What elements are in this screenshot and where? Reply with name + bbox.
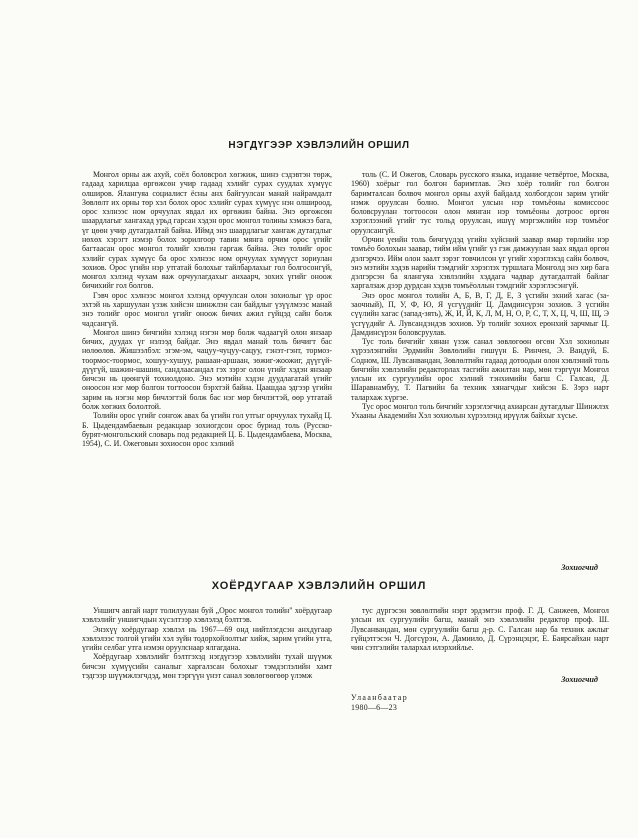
- second-edition-signature: Зохиогчид: [561, 675, 598, 684]
- paragraph: Гэвч орос хэлнээс монгол хэлэнд орчуулсан олон зохиолыг үр орос эхтэй нь харшуулан үзэж хийсэн шинжлэн сан байдлыг үзүүлмээс манай энэ толийг орос монгол үгийг оноож бичих ажил гүйцэд сайн болж чадсангүй.: [82, 290, 332, 328]
- date: 1980—6—23: [351, 703, 398, 712]
- second-edition-preface-title: ХОЁРДУГААР ХЭВЛЭЛИЙН ОРШИЛ: [211, 580, 427, 592]
- paragraph: тус дүргэсэн зөвлөлтийн нэрт эрдэмтэн проф. Г. Д. Санжеев, Монгол улсын их сургуулийн багш, манай энэ хэвлэлийн редактор проф. Ш. Лувсанвандан, мөн сургуулийн багш д-р. С. Галсан нар ба техник ажлыг гүйцэтгэсэн Ч. Догсүрэн, А. Дамиило, Д. Сүрэнцэцэг, Е. Баярсайхан нарт чин сэтгэлийн талархал илэрхийлье.: [351, 606, 609, 653]
- paragraph: Монгол орны аж ахуй, соёл боловсрол хөгжиж, шинэ сэдэвтэн төрж, гадаад харилцаа өргөжсөн учир гадаад хэлийг сурах суудлах хүмүүс олширов. Ялангуяа социалист ёсны анх байгуулсан манай найрамдалт Зөвлөлт их орны төр хэл болох орос хэлийг сурах хүмүүс нэн олшироод, орос хэлнээс ном орчуулах явдал их өргөжин байна. Энэ өргөжсөн шаардлагыг хангахад урьд гарсан хэдэн орос монгол толины хэмжээ бага, үг цөөн учир дутагдалтай байна. Иймд энэ шаардлагыг хангаж дутагдлыг нөхөх хэрэгт нэмэр болох зорилгоор тавин мянга орчим орос үгийг багтаасан орос монгол толийг хэвлэн гаргаж байна. Энэ толийг орос хэлийг сурах хүмүүс ба орос хэлнээс ном орчуулах хүмүүст зориулан зохиов. Орос үгийн нэр утгатай болохыг тайлбарлахыг гол болгосонгүй, монгол хэлэнд чухам яаж орчуулагдахыг анхаарч, зохих үгийг оноож бичихийг гол болгов.: [82, 170, 332, 291]
- first-edition-preface-left-column: [82, 170, 332, 582]
- paragraph: Энэхүү хоёрдугаар хэвлэл нь 1967—69 онд нийтлэгдсэн анхдугаар хэвлэлээс толгой үгийн хэл зүйн тодорхойлолтыг хийж, зарим үгийн утга, үгийн селбаг утга нэмэн оруулснаар ялгагдана.: [82, 624, 332, 653]
- paragraph: Тус толь бичгийг хянан үзэж санал зөвлөгөөн өгсөн Хэл зохиолын хүрээлэнгийн Эрдмийн Зөвлөлийн гишүүн Б. Ринчен, Э. Вандуй, Б. Содном, Ш. Лувсанвандан, Зөвлөлтийн гадаад дотоодын олон хэвлэний толь бичгийн хэвлэлийн редакторлах тасгийн ажилтан нар, мөн тэргүүн Монгол улсын их сургуулийн орос хэлний тэнхимийн багш С. Галсан, Д. Шаравнамбуу, Т. Пагвийн ба техник хянагчдыг хийсэн Б. Зэрэ нарт талархаж хүргэе.: [351, 337, 609, 402]
- paragraph: Монгол шинэ бичгийн хэлэнд нэгэн мөр болж чадаагүй олон янзаар бичих, дуудах үг нэлээд байдаг. Энэ явдал манай толь бичигт бас нөлөөлөв. Жишээлбэл: эгэм-эм, чацуу-чуцуу-сацуу, гэнэт-гэнт, тормоз-тоормос-тоормос, хошуу-хушуу, рашаан-аршаан, зөжиг-жоожиг, дүүгүй-дүүгүй, шажин-шашин, сандлаасандал гэх зэрэг олон үгийг хэдэн янзаар бичсэн нь цөөнгүй тохиолдоно. Энэ мэтийн хэдэн дуудлагатай үгийг оноосон нэг мөр болгон тогтоосон бэрхтэй байна. Цаашдаа эдгээр үгийн зарим нь нэгэн мөр бичлэгтэй болж бас нэг мөр бичлэгтэй, өөр утгатай болж хөгжих бололтой.: [82, 327, 332, 412]
- second-edition-preface-left-column: [82, 606, 332, 696]
- paragraph: Энэ орос монгол толийн А, Б, В, Г, Д, Е, З үсгийн эхний хагас (за-заочный), П, У, Ф, Ю, Я үсгүүдийг Ц. Дамдинсүрэн зохиов. З үсгийн сүүлийн хагас (запад-зять), Ж, И, Й, К, Л, М, Н, О, Р, С, Т, Х, Ц, Ч, Ш, Щ, Э үсгүүдийг А. Лувсандэндэв зохиов. Ур толийг зохиох ерөнхий зарчмыг Ц. Дамдинсүрэн боловсруулав.: [351, 290, 609, 337]
- place-and-date: [351, 693, 408, 713]
- paragraph: толь (С. И Ожегов, Словарь русского языка, издание четвёртое, Москва, 1960) хоёрыг гол болгон баримтлав. Энэ хоёр толийг гол болгон баримталсан болвоч монгол орны ахуй байдалд холбогдсон зарим үгийг нэмж оруулсан болно. Монгол улсын нэр томъёоны комиссоос боловсруулан тогтоосон олон мянган нэр томъёоны дотроос өргөн хэрэглээний үгийг тус тольд оруулсан, ишүү мэргэжлийн нэр томъёог оруулсангүй.: [351, 170, 609, 235]
- paragraph: Орчин үеийн толь бичгүүдэд үгийн хүйсний заавар ямар төрлийн нэр томъёо болохын заавар, тийм ийм үгийг үз гэж дамжуулан заах явдал өргөн дэлгэрчээ. Ийм олон заалт зэрэг товчилсон үг үгийг хэрэглэхэд сайн болвоч, энэ мэтийн хэдэв нарийн тэмдгийг хэрэглэх туршлага Монголд энэ хир бага дэлгэрсэн ба ялангуяа хэвлэлийн хэддага чадвар дутагдалтай байлаг харгалзаж дээр дурдсан хэдэв томъёоллын тэмдгийг хэрэглэсэнгүй.: [351, 234, 609, 291]
- paragraph: Хоёрдугаар хэвлэлийг бэлтгэхэд нэгдүгээр хэвлэлийн тухай шүүмж бичсэн хүмүүсийн саналыг харгалзсан болохыг тэмдэглэлийн хамт тэдгээр шүүмжлэгчдэд, мөн тэргүүн үнэт санал зөвлөгөөгөөр үлэмж: [82, 652, 332, 680]
- first-edition-preface-right-column: [351, 170, 609, 572]
- first-edition-signature: Зохиогчид: [561, 563, 598, 572]
- paragraph: Толийн орос үгийг сонгож авах ба үгийн гол утгыг орчуулах тухайд Ц. Б. Цыдендамбаевын редакцаар зохиогдсон орос буриад толь (Русско-бурят-монгольский словарь под редакцией Ц. Б. Цыдендамбаева, Москва, 1954), С. И. Ожеговын зохиосон орос хэлний: [82, 411, 332, 449]
- place: Улаанбаатар: [351, 693, 409, 702]
- first-edition-preface-title: НЭГДҮГЭЭР ХЭВЛЭЛИЙН ОРШИЛ: [228, 140, 410, 151]
- second-edition-preface-right-column: [351, 606, 609, 666]
- paragraph: Уншигч авгай нарт толилуулан буй „Орос монгол толийн" хоёрдугаар хэвлэлийг уншигчдын хүсэлтээр хэвлэлэд бэлтгэв.: [82, 606, 332, 625]
- paragraph: Тус орос монгол толь бичгийг хэрэглэгчид ахиарсан дутагдлыг Шинжлэх Ухааны Академийн Хэл зохиолын хүрээлэнд ирүүлж байхыг хүсье.: [351, 402, 609, 421]
